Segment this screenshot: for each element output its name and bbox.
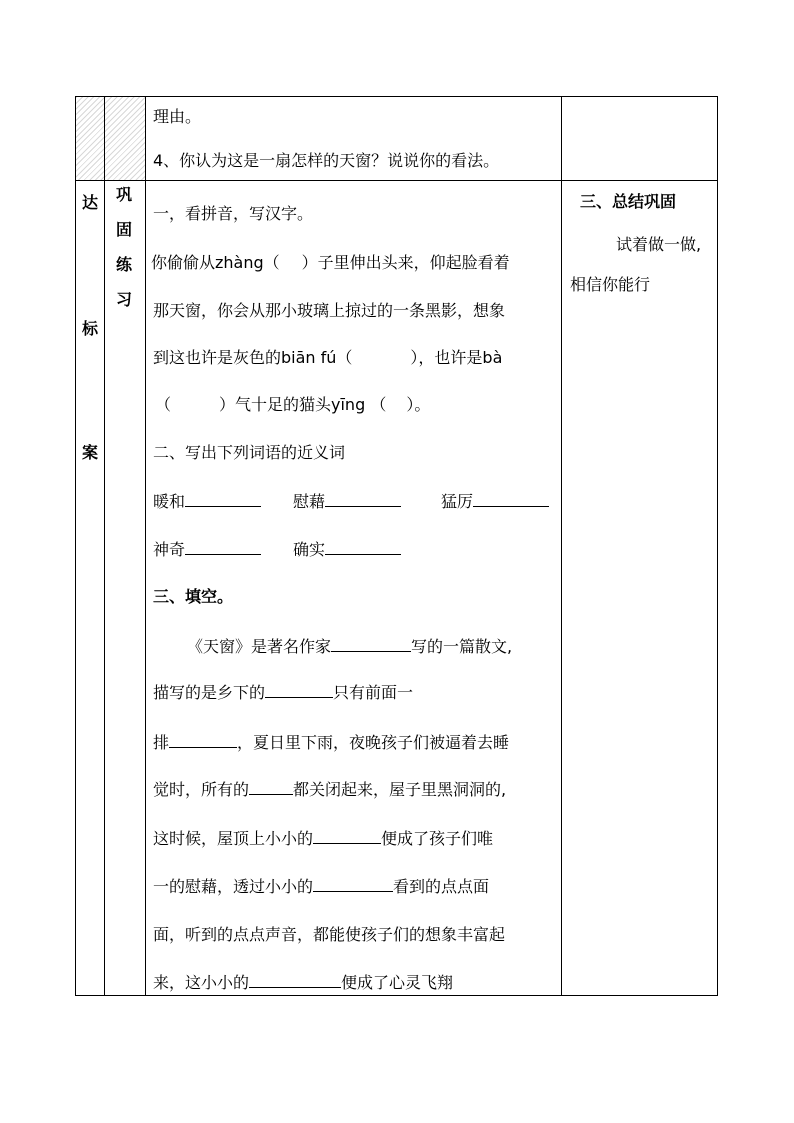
summary-heading: 三、总结巩固	[580, 192, 677, 211]
fill-blank-4	[249, 780, 293, 795]
section1-title: 一，看拼音，写汉字。	[153, 204, 314, 223]
fill-blank-8	[249, 973, 341, 988]
synonym-word-5: 确实	[293, 540, 326, 559]
fill-line-3b: ，夏日里下雨，夜晚孩子们被逼着去睡	[237, 733, 510, 752]
synonym-blank-1	[185, 492, 261, 507]
fill-line-5b: 便成了孩子们唯	[381, 829, 494, 848]
section1-line-2: 那天窗，你会从那小玻璃上掠过的一条黑影，想象	[153, 301, 506, 320]
fill-line-6a: 一的慰藉，透过小小的	[153, 877, 314, 896]
synonym-item-3	[441, 492, 549, 512]
fill-line-1b: 写的一篇散文,	[411, 637, 513, 656]
fill-blank-5	[313, 829, 381, 844]
fill-line-3a: 排	[153, 733, 170, 752]
column-divider-2	[145, 97, 146, 995]
synonym-blank-3	[473, 492, 549, 507]
fill-line-2	[153, 683, 413, 703]
synonym-item-5	[293, 540, 401, 560]
section1-line-1a: 你偷偷从zhàng（	[151, 253, 280, 272]
top-text-line-2: 4、你认为这是一扇怎样的天窗？说说你的看法。	[153, 151, 500, 170]
practice-label-char-3: 练	[116, 255, 133, 274]
fill-line-8	[153, 973, 453, 993]
synonym-word-4: 神奇	[153, 540, 186, 559]
fill-line-8b: 便成了心灵飞翔	[341, 973, 454, 992]
synonym-item-1	[153, 492, 261, 512]
section1-line-3b: ），也许是bà	[410, 348, 503, 367]
section2-title: 二、写出下列词语的近义词	[153, 443, 346, 462]
left-label-char-3: 案	[82, 443, 99, 462]
hatched-cell-1	[76, 97, 104, 180]
hatched-cell-2	[105, 97, 145, 180]
fill-line-5a: 这时候，屋顶上小小的	[153, 829, 314, 848]
summary-line-1: 试着做一做,	[616, 235, 702, 254]
summary-line-2: 相信你能行	[570, 275, 651, 294]
section1-line-4	[155, 395, 430, 415]
fill-line-6b: 看到的点点面	[393, 877, 490, 896]
fill-blank-3	[169, 733, 237, 748]
practice-label-char-1: 巩	[116, 185, 133, 204]
fill-line-4	[153, 780, 506, 800]
synonym-blank-2	[325, 492, 401, 507]
fill-line-7: 面，听到的点点声音，都能使孩子们的想象丰富起	[153, 925, 506, 944]
section1-line-3	[153, 348, 502, 368]
fill-line-3	[153, 733, 509, 753]
top-text-line-1: 理由。	[153, 107, 202, 126]
left-label-char-1: 达	[82, 193, 99, 212]
fill-blank-2	[265, 683, 333, 698]
row-divider	[76, 180, 717, 181]
section1-line-4a: （	[155, 395, 172, 414]
practice-label-char-2: 固	[116, 220, 133, 239]
left-label-char-2: 标	[82, 319, 99, 338]
synonym-blank-5	[325, 540, 401, 555]
fill-line-5	[153, 829, 493, 849]
fill-line-8a: 来，这小小的	[153, 973, 250, 992]
section1-line-3a: 到这也许是灰色的biān fú（	[153, 348, 353, 367]
column-divider-3	[561, 97, 562, 995]
section1-line-1	[151, 253, 510, 273]
fill-line-2a: 描写的是乡下的	[153, 683, 266, 702]
lesson-table	[75, 96, 718, 996]
section3-title: 三、填空。	[153, 587, 234, 606]
synonym-word-2: 慰藉	[293, 492, 326, 511]
synonym-item-4	[153, 540, 261, 560]
section1-line-1b: ）子里伸出头来，仰起脸看着	[301, 253, 510, 272]
practice-label-char-4: 习	[116, 290, 133, 309]
synonym-word-1: 暖和	[153, 492, 186, 511]
fill-blank-6	[313, 877, 393, 892]
synonym-blank-4	[185, 540, 261, 555]
fill-blank-1	[331, 637, 411, 652]
synonym-item-2	[293, 492, 401, 512]
synonym-word-3: 猛厉	[441, 492, 474, 511]
section1-line-4b: ）气十足的猫头yīng （	[219, 395, 387, 414]
fill-line-4b: 都关闭起来，屋子里黑洞洞的,	[293, 780, 507, 799]
section1-line-4c: ）。	[406, 395, 431, 414]
fill-line-6	[153, 877, 489, 897]
column-divider-1	[104, 97, 105, 995]
fill-line-2b: 只有前面一	[333, 683, 414, 702]
fill-line-1a: 《天窗》是著名作家	[187, 637, 332, 656]
fill-line-1	[187, 637, 512, 657]
fill-line-4a: 觉时，所有的	[153, 780, 250, 799]
